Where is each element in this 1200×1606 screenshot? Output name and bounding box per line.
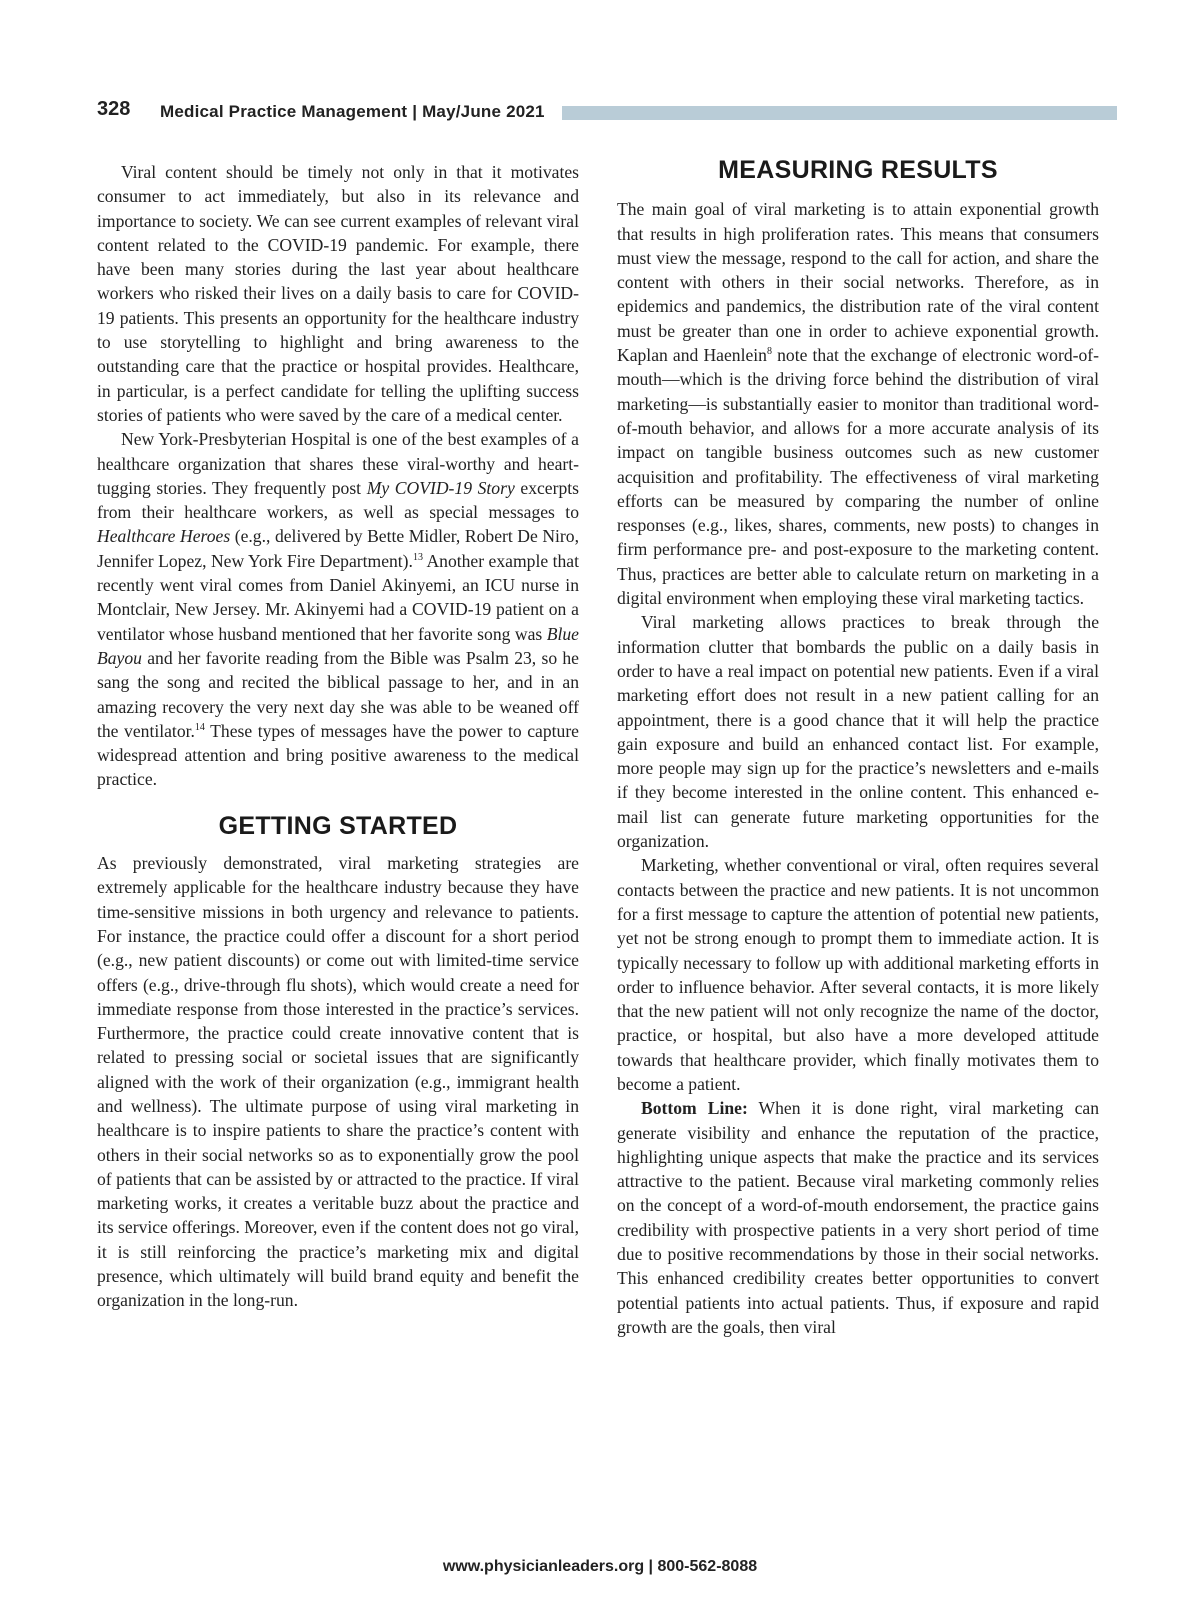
journal-title: Medical Practice Management | May/June 2021 (160, 102, 545, 121)
song-title: Blue Bayou (97, 623, 579, 668)
page-number: 328 (97, 98, 131, 120)
left-column (97, 160, 579, 1313)
page-header (97, 98, 1117, 126)
reference-13: 13 (412, 551, 423, 563)
right-paragraph-2: Viral marketing allows practices to break through the information clutter that bombards the public on a daily basis in order to have a real impact on potential new patients. Even if a viral marketing effort does not result in a new patient calling for an appointment, there is a good chance that it will help the practice gain exposure and build an enhanced contact list. For example, more people may sign up for the practice’s newsletters and e-mails if they become interested in the online content. This enhanced e-mail list can generate future marketing opportunities for the organization. (617, 612, 1099, 852)
page-footer: www.physicianleaders.org | 800-562-8088 (442, 1558, 758, 1575)
left-paragraph-3: As previously demonstrated, viral marketing strategies are extremely applicable for the healthcare industry because they have time-sensitive missions in both urgency and relevance to patients. For instance, the practice could offer a discount for a short period (e.g., new patient discounts) or come out with limited-time service offers (e.g., drive-through flu shots), which would create a need for immediate response from those interested in the practice’s services. Furthermore, the practice could create innovative content that is related to pressing social or societal issues that are significantly aligned with the work of their organization (e.g., immigrant health and wellness). The ultimate purpose of using viral marketing in healthcare is to inspire patients to share the practice’s content with others in their social networks so as to exponentially grow the pool of patients that can be assisted by or attracted to the practice. If viral marketing works, it creates a veritable buzz about the practice and its service offerings. Moreover, even if the content does not go viral, it is still reinforcing the practice’s marketing mix and digital presence, which ultimately will build brand equity and benefit the organization in the long-run. (97, 853, 579, 1311)
reference-14: 14 (194, 721, 205, 733)
reference-8: 8 (766, 346, 772, 358)
right-paragraph-1: The main goal of viral marketing is to attain exponential growth that results in high proliferation rates. This means that consumers must view the message, respond to the call for action, and share the content with others in their social networks. Therefore, as in epidemics and pandemics, the distribution rate of the viral content must be greater than one in order to achieve exponential growth. Kaplan and Haenlein$^8$ note that the exchange of electronic word-of-mouth—which is the driving force behind the distribution of viral marketing—is substantially easier to monitor than traditional word-of-mouth behavior, and allows for a more accurate analysis of its impact on tangible business outcomes such as new customer acquisition and profitability. The effectiveness of viral marketing efforts can be measured by comparing the number of online responses (e.g., likes, shares, comments, new posts) to changes in firm performance pre- and post-exposure to the marketing content. Thus, practices are better able to calculate return on marketing in a digital environment when employing these viral marketing tactics. (617, 199, 1099, 609)
header-rule-bar (562, 106, 1117, 120)
left-paragraph-1: Viral content should be timely not only in that it motivates consumer to act immediately, but also in its relevance and importance to society. We can see current examples of relevant viral content related to the COVID-19 pandemic. For example, there have been many stories during the last year about healthcare workers who risked their lives on a daily basis to care for COVID-19 patients. This presents an opportunity for the healthcare industry to use storytelling to highlight and bring awareness to the outstanding care that the practice or hospital provides. Healthcare, in particular, is a perfect candidate for telling the uplifting success stories of patients who were saved by the care of a medical center. (97, 162, 579, 425)
left-paragraph-2: New York-Presbyterian Hospital is one of the best examples of a healthcare organization that shares these viral-worthy and heart-tugging stories. They frequently post My COVID-19 Story excerpts from their healthcare workers, as well as special messages to Healthcare Heroes (e.g., delivered by Bette Midler, Robert De Niro, Jennifer Lopez, New York Fire Department).$^{13}$ Another example that recently went viral comes from Daniel Akinyemi, an ICU nurse in Montclair, New Jersey. Mr. Akinyemi had a COVID-19 patient on a ventilator whose husband mentioned that her favorite song was Blue Bayou and her favorite reading from the Bible was Psalm 23, so he sang the song and recited the biblical passage to her, and in an amazing recovery the very next day she was able to be weaned off the ventilator.$^{14}$ These types of messages have the power to capture widespread attention and bring positive awareness to the medical practice. (97, 429, 580, 790)
heading-getting-started: GETTING STARTED (218, 811, 458, 840)
heroes-title: Healthcare Heroes (97, 526, 231, 547)
right-column (617, 156, 1099, 1339)
bottom-line-label: Bottom Line: (641, 1098, 748, 1119)
right-paragraph-3: Marketing, whether conventional or viral, often requires several contacts between the practice and new patients. It is not uncommon for a first message to capture the attention of potential new patients, yet not be strong enough to prompt them to immediate action. It is typically necessary to follow up with additional marketing efforts in order to influence behavior. After several contacts, it is more likely that the new patient will not only recognize the name of the doctor, practice, or hospital, but also have a more developed attitude towards that healthcare provider, which finally motivates them to become a patient. (617, 855, 1099, 1094)
story-title: My COVID-19 Story (366, 477, 515, 498)
right-paragraph-4: Bottom Line: When it is done right, viral marketing can generate visibility and enhance the reputation of the practice, highlighting unique aspects that make the practice and its services attractive to the patient. Because viral marketing commonly relies on the concept of a word-of-mouth endorsement, the practice gains credibility with prospective patients in a very short period of time due to positive recommendations by those in their social networks. This enhanced credibility creates better opportunities to convert potential patients into actual patients. Thus, if exposure and rapid growth are the goals, then viral (617, 1098, 1099, 1337)
heading-measuring-results: MEASURING RESULTS (718, 156, 998, 184)
